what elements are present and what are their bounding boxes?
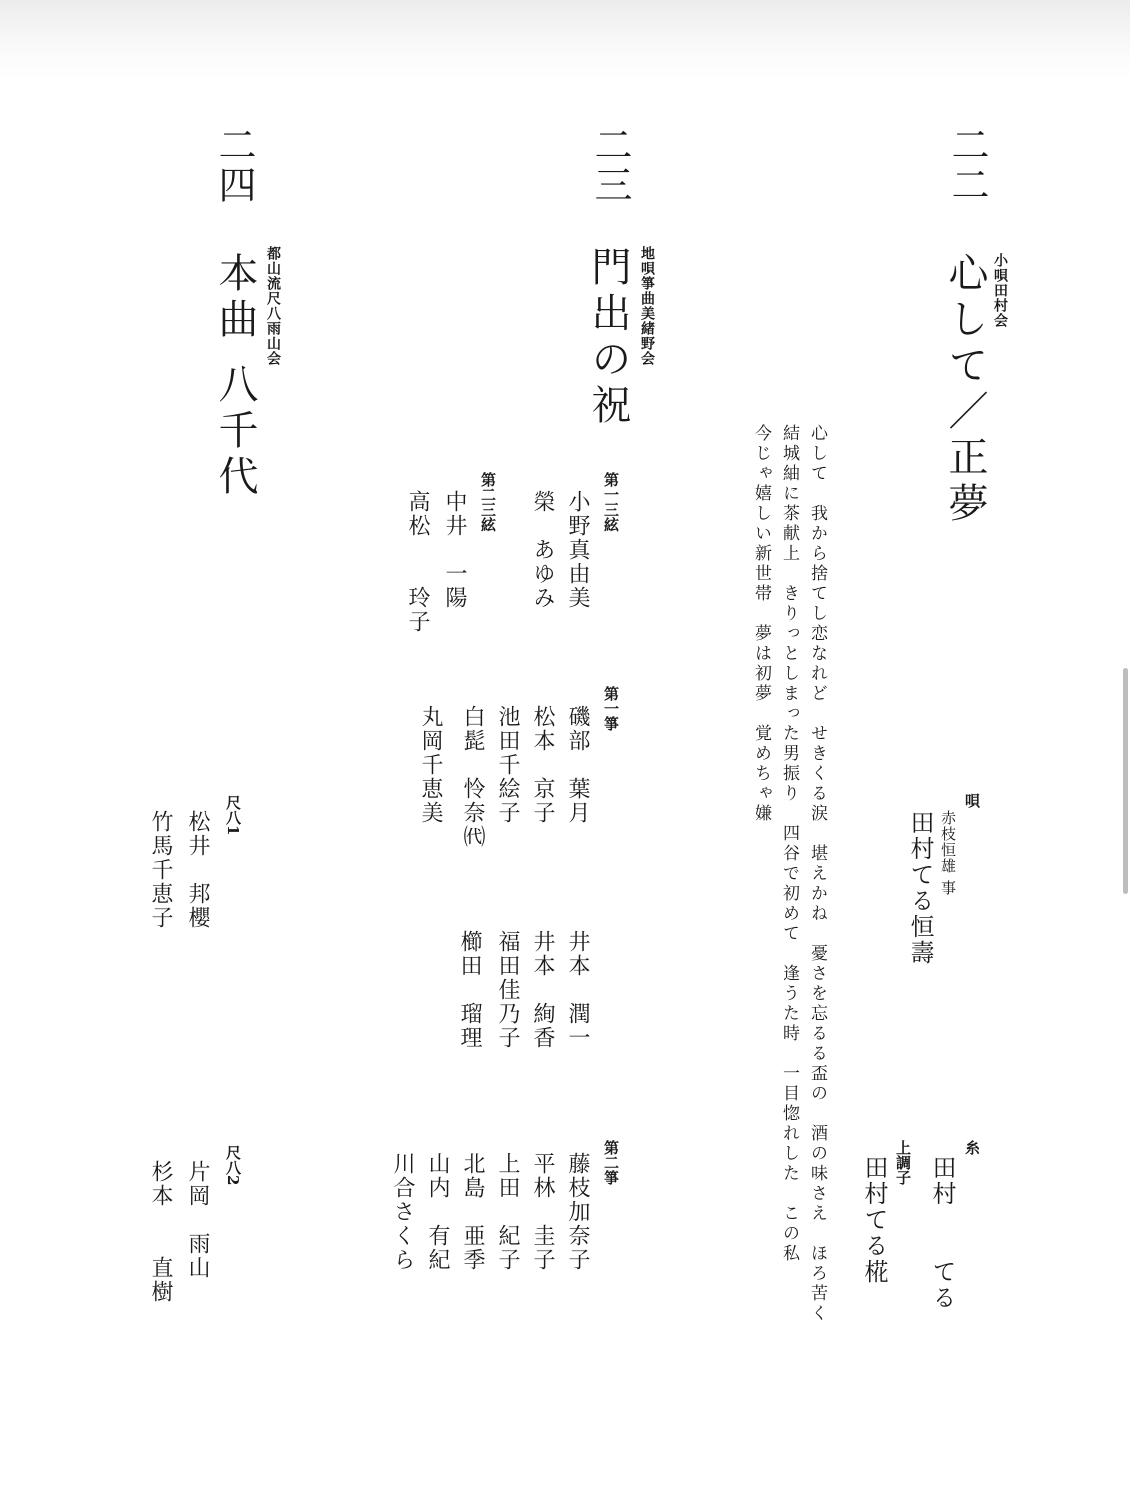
performer-name: 北島 亜季 (460, 1152, 485, 1272)
performer-name: 藤枝加奈子 (565, 1152, 590, 1272)
organization-label: 都山流尺八雨山会 (265, 246, 281, 366)
performer-name: 井本 潤一 (565, 930, 590, 1050)
performer-name: 上田 紀子 (495, 1152, 520, 1272)
organization-label: 小唄田村会 (992, 253, 1008, 328)
performer-name: 松井 邦櫻 (185, 810, 210, 930)
part-label-ito: 糸 (963, 1140, 981, 1155)
performer-name: 川合さくら (390, 1152, 415, 1272)
top-shadow (0, 0, 1130, 80)
part-label: 第二箏 (602, 1140, 620, 1185)
part-label: 尺八2 (224, 1145, 242, 1186)
part-label: 第一箏 (602, 686, 620, 731)
performer-name: 池田千絵子 (495, 705, 520, 825)
lyric-line-1: 心して 我から捨てし恋なれど せきくる涙 堪えかね 憂さを忘るる盃の 酒の味さえ ほろ苦く (807, 424, 827, 1324)
performer-name: 杉本 直樹 (148, 1160, 173, 1304)
organization-label: 地唄箏曲美緒野会 (639, 246, 655, 366)
part-label: 第二三絃 (479, 472, 497, 532)
piece-number-24: 二四 (212, 125, 256, 205)
lyric-line-2: 結城紬に茶献上 きりっとしまった男振り 四谷で初めて 逢うた時 一目惚れした この私 (779, 424, 799, 1264)
performer-name: 田村てる椛 (860, 1155, 888, 1285)
performer-name: 竹馬千恵子 (148, 810, 173, 930)
performer-name: 中井 一陽 (442, 490, 467, 610)
part-label-uwajoshi: 上調子 (894, 1140, 912, 1185)
piece-title: 門出の祝 (585, 246, 631, 430)
performer-name: 磯部 葉月 (565, 705, 590, 825)
performer-name: 片岡 雨山 (185, 1160, 210, 1280)
performer-name: 田村 てる (928, 1155, 956, 1311)
performer-note: 赤枝恒雄 事 (939, 810, 957, 896)
lyric-line-3: 今じゃ嬉しい新世帯 夢は初夢 覚めちゃ嫌 (751, 424, 771, 824)
piece-number-23: 二三 (588, 125, 632, 205)
performer-name: 松本 京子 (530, 705, 555, 825)
performer-name: 田村てる恒壽 (906, 810, 934, 966)
performer-name: 福田佳乃子 (495, 930, 520, 1050)
piece-title: 心して／正夢 (942, 252, 988, 528)
performer-name: 井本 絢香 (530, 930, 555, 1050)
performer-name: 櫛田 瑠理 (457, 930, 482, 1050)
performer-name: 小野真由美 (565, 490, 590, 610)
vertical-scrollbar[interactable] (1123, 668, 1128, 894)
performer-name: 高松 玲子 (405, 490, 430, 634)
piece-number-22: 二二 (945, 125, 989, 205)
piece-title: 本曲 八千代 (212, 252, 258, 501)
part-label-uta: 唄 (963, 793, 981, 808)
performer-name: 榮 あゆみ (530, 490, 555, 610)
part-label: 尺八1 (224, 795, 242, 836)
performer-name: 平林 圭子 (530, 1152, 555, 1272)
part-label: 第一三絃 (602, 472, 620, 532)
performer-name: 山内 有紀 (425, 1152, 450, 1272)
performer-name: 白髭 怜奈㈹ (460, 705, 485, 849)
performer-name: 丸岡千恵美 (418, 705, 443, 825)
